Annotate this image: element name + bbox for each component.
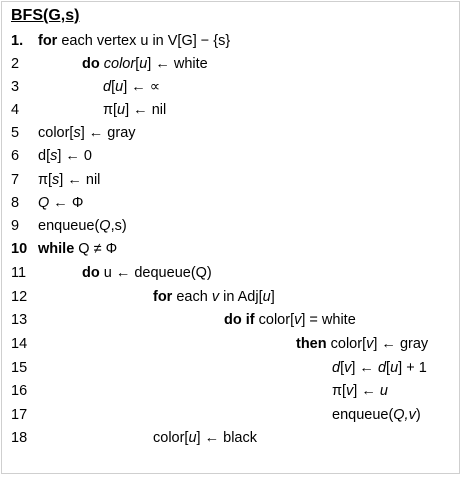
code-text: enqueue( <box>38 218 100 234</box>
line-code <box>332 380 388 403</box>
code-text: π[ <box>38 172 53 188</box>
line-code <box>153 286 275 309</box>
code-text: each <box>172 289 212 305</box>
code-text: ] ← black <box>196 430 257 446</box>
line-code <box>38 145 92 168</box>
variable: u <box>390 360 399 376</box>
line-number: 2 <box>11 56 20 72</box>
code-line-18 <box>0 427 463 450</box>
algorithm-title: BFS(G,s) <box>11 7 80 24</box>
keyword: for <box>153 289 173 305</box>
line-code <box>332 357 427 380</box>
line-number: 15 <box>11 360 28 376</box>
line-number: 11 <box>11 265 27 281</box>
variable: v <box>344 360 352 376</box>
code-text: ] <box>270 289 275 305</box>
variable: d <box>377 360 387 376</box>
code-line-17 <box>0 404 463 427</box>
line-number: 1. <box>11 33 24 49</box>
line-number: 12 <box>11 289 28 305</box>
code-line-15 <box>0 357 463 380</box>
variable: Q <box>38 195 50 211</box>
code-text: ] ← <box>353 383 380 399</box>
line-code <box>153 427 257 450</box>
keyword: do <box>82 265 100 281</box>
line-number: 16 <box>11 383 28 399</box>
code-text: color[ <box>38 125 74 141</box>
line-number: 17 <box>11 407 28 423</box>
code-text: color[ <box>326 336 367 352</box>
code-text: ] ← <box>351 360 378 376</box>
code-text: ) <box>415 407 421 423</box>
code-line-1 <box>0 30 463 53</box>
code-text: each vertex u in V[G] − {s} <box>57 33 231 49</box>
line-code <box>224 309 356 332</box>
code-text: ,s) <box>110 218 127 234</box>
line-code <box>38 122 136 145</box>
code-line-9 <box>0 215 463 238</box>
code-line-10 <box>0 238 463 261</box>
code-text: ] ← gray <box>373 336 429 352</box>
variable: s <box>52 172 60 188</box>
line-code <box>103 76 160 99</box>
variable: s <box>50 148 58 164</box>
line-number: 10 <box>11 241 28 257</box>
code-text: enqueue( <box>332 407 394 423</box>
line-code <box>38 169 100 192</box>
variable: v <box>346 383 354 399</box>
variable: Q <box>99 218 111 234</box>
keyword: for <box>38 33 58 49</box>
variable: u <box>139 56 148 72</box>
code-text: in Adj[ <box>219 289 263 305</box>
keyword: then <box>296 336 327 352</box>
code-text: π[ <box>103 102 118 118</box>
code-text: ] + 1 <box>398 360 427 376</box>
line-number: 9 <box>11 218 20 234</box>
line-code <box>82 262 212 285</box>
code-text: Q ≠ Φ <box>74 241 118 257</box>
code-text: ] ← nil <box>59 172 101 188</box>
variable: u <box>379 383 388 399</box>
line-code <box>38 238 117 261</box>
code-line-16 <box>0 380 463 403</box>
variable: v <box>211 289 220 305</box>
code-text: color[ <box>254 312 295 328</box>
line-code <box>103 99 166 122</box>
line-number: 5 <box>11 125 20 141</box>
code-text: [ <box>135 56 140 72</box>
code-text: d[ <box>38 148 51 164</box>
line-number: 4 <box>11 102 20 118</box>
line-code <box>38 30 230 53</box>
code-line-3 <box>0 76 463 99</box>
line-number: 6 <box>11 148 20 164</box>
code-line-8 <box>0 192 463 215</box>
code-text: ] ← 0 <box>57 148 92 164</box>
variable: u <box>115 79 124 95</box>
line-number: 18 <box>11 430 28 446</box>
line-number: 3 <box>11 79 20 95</box>
code-text: ] ← gray <box>80 125 136 141</box>
code-text: [ <box>340 360 345 376</box>
variable: s <box>73 125 81 141</box>
code-text: [ <box>386 360 391 376</box>
code-text: ] = white <box>301 312 356 328</box>
code-line-2 <box>0 53 463 76</box>
line-code <box>82 53 208 76</box>
line-code <box>296 333 428 356</box>
variable: Q,v <box>393 407 416 423</box>
code-text: ← Φ <box>49 195 84 211</box>
code-line-7 <box>0 169 463 192</box>
line-number: 8 <box>11 195 20 211</box>
code-text: ] ← nil <box>125 102 167 118</box>
variable: u <box>188 430 197 446</box>
code-line-6 <box>0 145 463 168</box>
line-number: 7 <box>11 172 20 188</box>
line-number: 14 <box>11 336 28 352</box>
line-code <box>332 404 421 427</box>
code-line-11 <box>0 262 463 285</box>
code-line-12 <box>0 286 463 309</box>
variable: color <box>103 56 136 72</box>
code-text: [ <box>111 79 116 95</box>
variable: u <box>117 102 126 118</box>
code-line-13 <box>0 309 463 332</box>
variable: v <box>294 312 302 328</box>
code-text: π[ <box>332 383 347 399</box>
code-line-4 <box>0 99 463 122</box>
code-text: u ← dequeue(Q) <box>99 265 212 281</box>
code-text: ] ← ∝ <box>123 79 161 95</box>
keyword: while <box>38 241 75 257</box>
variable: d <box>332 360 341 376</box>
variable: v <box>366 336 374 352</box>
line-code <box>38 192 83 215</box>
variable: u <box>262 289 271 305</box>
code-text: color[ <box>153 430 189 446</box>
keyword: do <box>82 56 100 72</box>
variable: d <box>103 79 112 95</box>
code-text: ] ← white <box>147 56 208 72</box>
line-code <box>38 215 127 238</box>
code-line-14 <box>0 333 463 356</box>
code-line-5 <box>0 122 463 145</box>
line-number: 13 <box>11 312 28 328</box>
keyword: do if <box>224 312 255 328</box>
